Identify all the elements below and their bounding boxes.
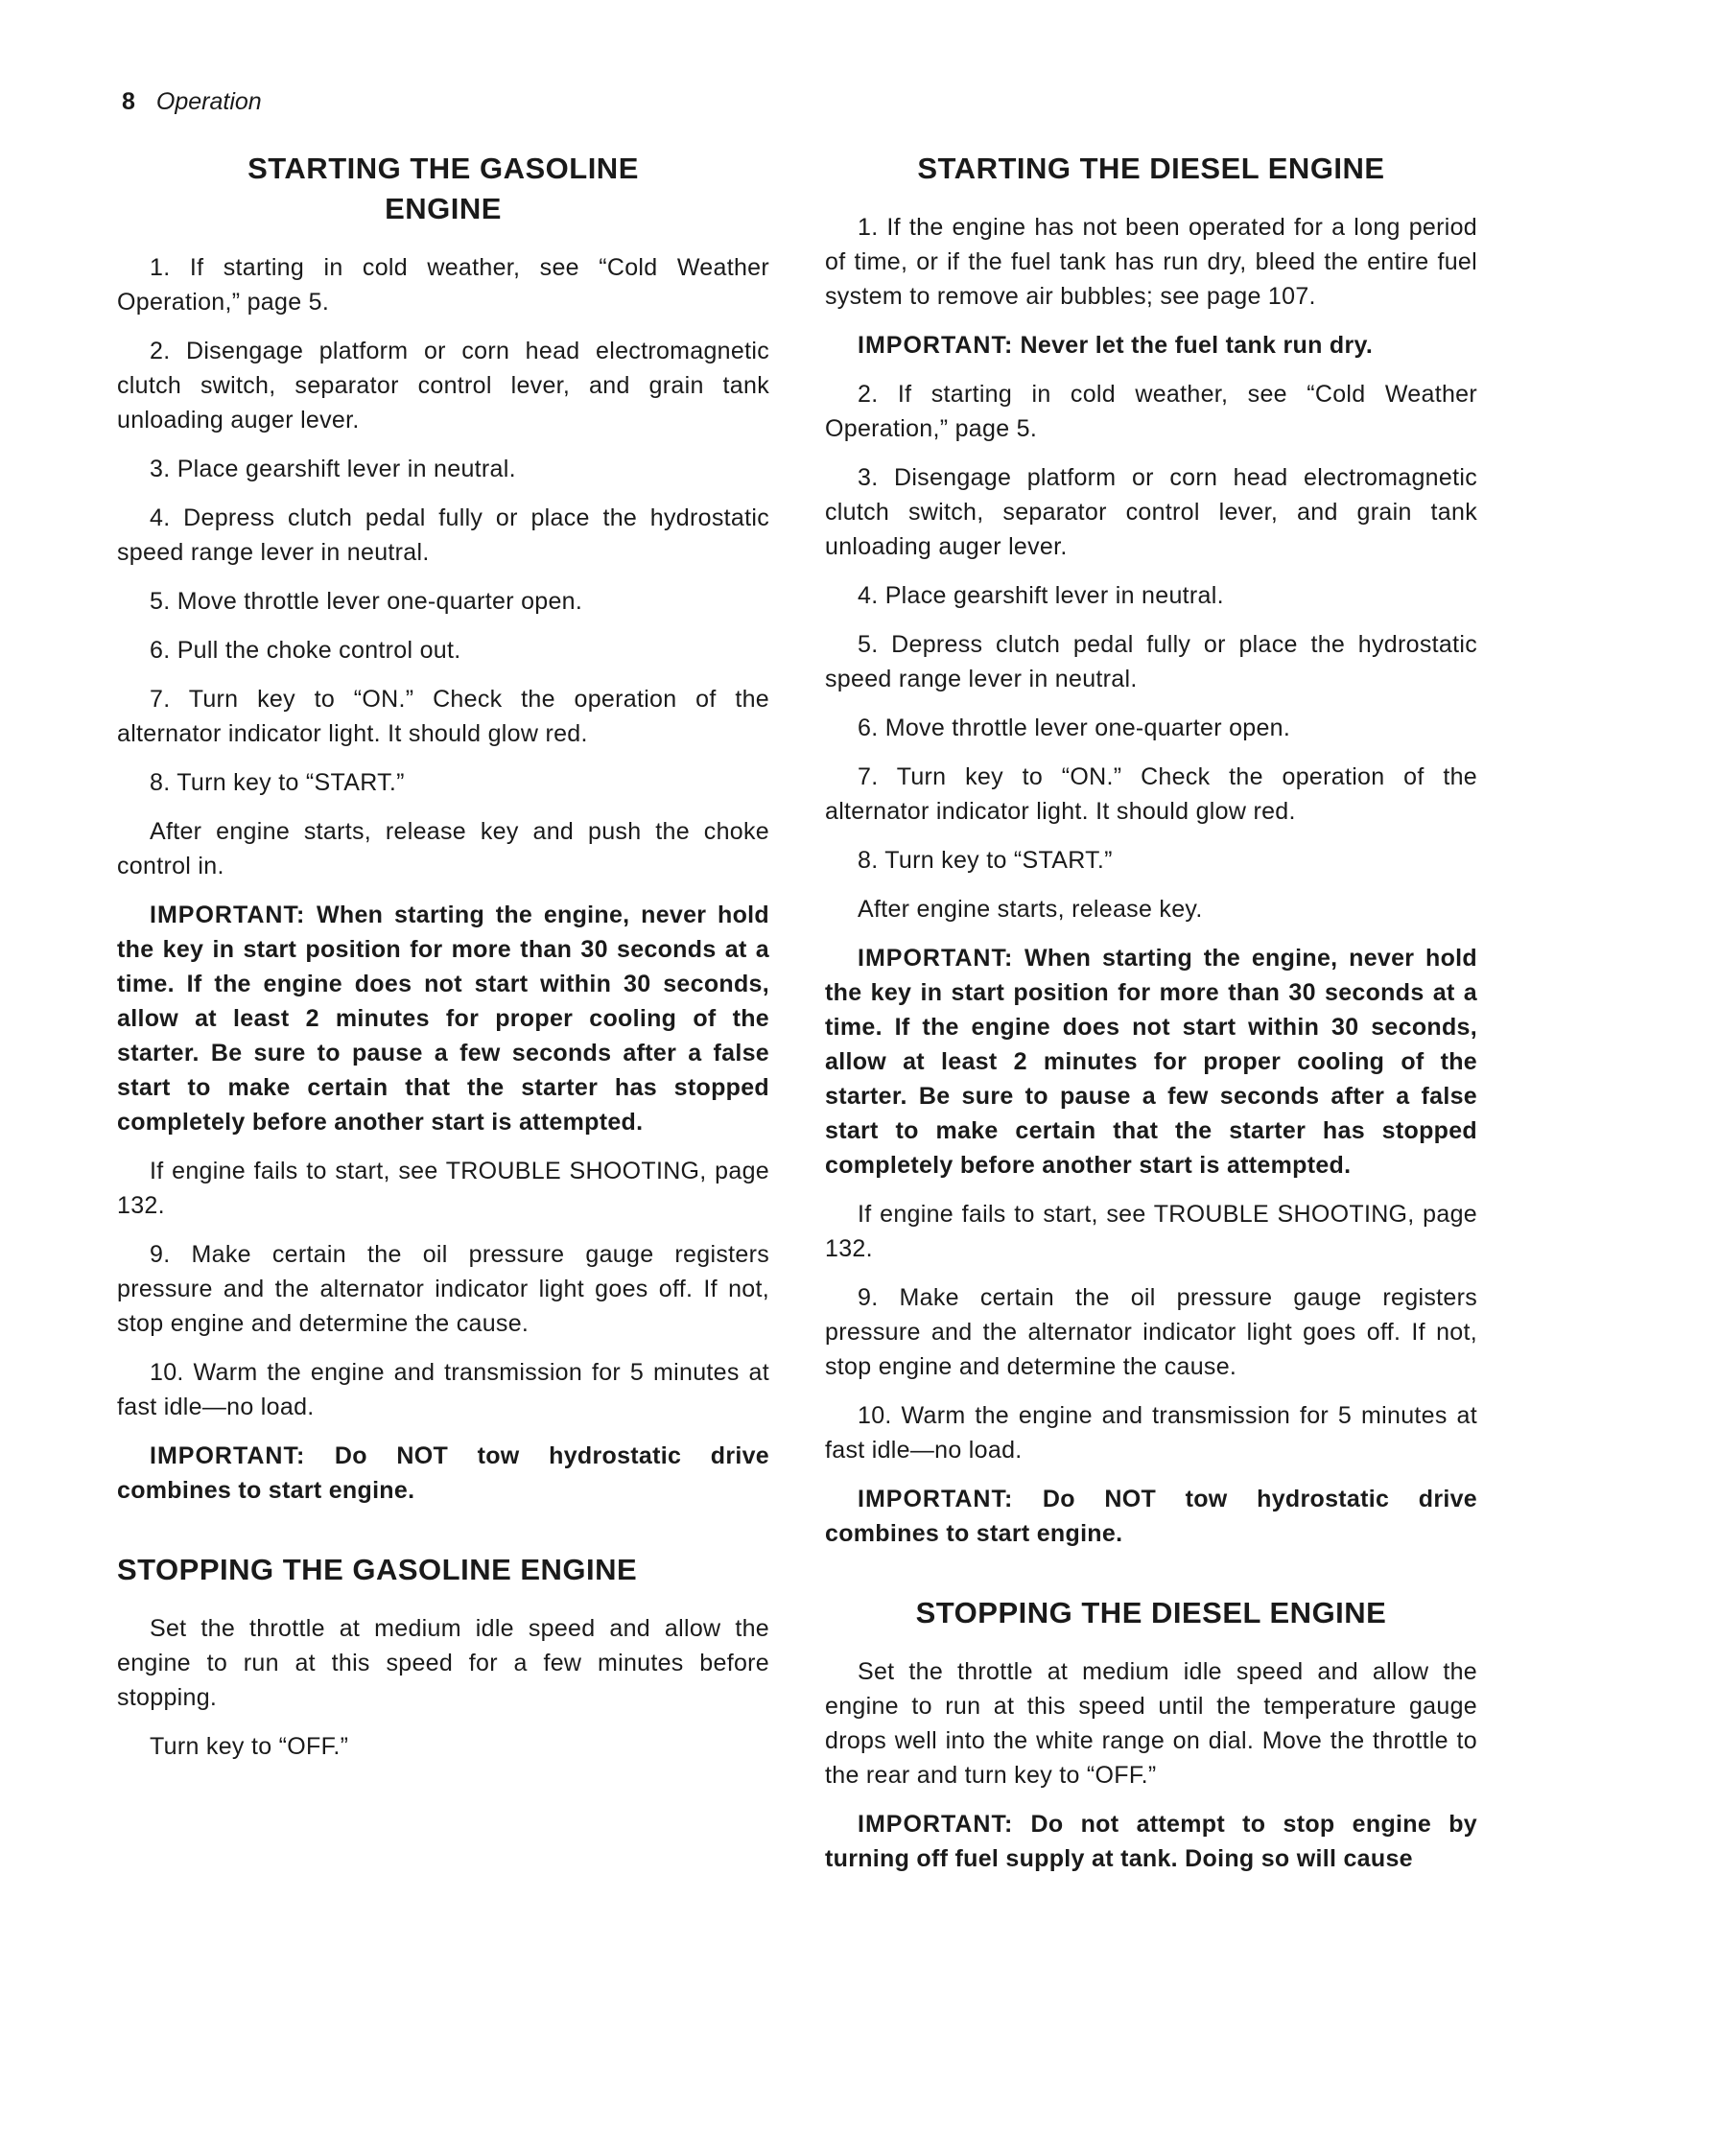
step-paragraph: 6. Move throttle lever one-quarter open. [858,715,1291,741]
step-paragraph: 1. If starting in cold weather, see “Cold Weather Operation,” page 5. [117,254,769,316]
important-note [825,941,1477,1183]
left-column [117,149,769,1778]
important-text: Never let the fuel tank run dry. [1020,332,1374,359]
important-note [825,328,1477,363]
step-paragraph: 2. Disengage platform or corn head electromagnetic clutch switch, separator control lever, and grain tank unloading auger lever. [117,338,769,434]
important-note [117,1439,769,1508]
important-label: IMPORTANT: [858,1486,1014,1512]
step-paragraph: 8. Turn key to “START.” [858,847,1113,874]
important-label: IMPORTANT: [150,902,306,928]
step-paragraph: After engine starts, release key and push the choke control in. [117,818,769,879]
step-paragraph: 8. Turn key to “START.” [150,769,405,796]
step-paragraph: 4. Depress clutch pedal fully or place the hydrostatic speed range lever in neutral. [117,504,769,566]
important-label: IMPORTANT: [150,1442,306,1469]
step-paragraph: 3. Disengage platform or corn head electromagnetic clutch switch, separator control lever, and grain tank unloading auger lever. [825,464,1477,560]
important-note [825,1807,1477,1876]
step-paragraph: 5. Depress clutch pedal fully or place the hydrostatic speed range lever in neutral. [825,631,1477,692]
step-paragraph: 6. Pull the choke control out. [150,637,461,664]
important-text: Do NOT tow hydrostatic drive combines to start engine. [117,1442,770,1504]
step-paragraph: Set the throttle at medium idle speed and allow the engine to run at this speed for a few minutes before stopping. [117,1615,769,1711]
important-text: Do NOT tow hydrostatic drive combines to start engine. [825,1486,1478,1547]
step-paragraph: 9. Make certain the oil pressure gauge registers pressure and the alternator indicator light goes off. If not, stop engine and determine the cause. [825,1284,1477,1380]
step-paragraph: 1. If the engine has not been operated for a long period of time, or if the fuel tank has run dry, bleed the entire fuel system to remove air bubbles; see page 107. [825,214,1477,310]
step-paragraph: 10. Warm the engine and transmission for 5 minutes at fast idle—no load. [825,1402,1477,1464]
step-paragraph: 2. If starting in cold weather, see “Cold Weather Operation,” page 5. [825,381,1477,442]
diesel-stop-heading: STOPPING THE DIESEL ENGINE [915,1596,1387,1629]
important-label: IMPORTANT: [858,945,1014,972]
page-header [122,88,262,116]
step-paragraph: Set the throttle at medium idle speed and allow the engine to run at this speed until the temperature gauge drops well into the white range on dial. Move the throttle to the rear and turn key to “OFF.” [825,1658,1477,1789]
step-paragraph: 7. Turn key to “ON.” Check the operation of the alternator indicator light. It should glow red. [117,686,769,747]
step-paragraph: If engine fails to start, see TROUBLE SHOOTING, page 132. [117,1158,769,1219]
heading-line: ENGINE [385,192,502,225]
page-number: 8 [122,88,135,115]
important-text: When starting the engine, never hold the key in start position for more than 30 seconds at a time. If the engine does not start within 30 seconds, allow at least 2 minutes for proper cooling of the starter. Be sure to pause a few seconds after a false start to make certain that the starter has stopped completely before another start is attempted. [117,902,769,1136]
important-label: IMPORTANT: [858,1811,1014,1838]
step-paragraph: If engine fails to start, see TROUBLE SHOOTING, page 132. [825,1201,1477,1262]
step-paragraph: 10. Warm the engine and transmission for 5 minutes at fast idle—no load. [117,1359,769,1420]
step-paragraph: 3. Place gearshift lever in neutral. [150,456,516,482]
important-text: Do not attempt to stop engine by turning off fuel supply at tank. Doing so will cause [825,1811,1478,1872]
step-paragraph: 5. Move throttle lever one-quarter open. [150,588,583,615]
right-column [825,149,1477,1890]
step-paragraph: 7. Turn key to “ON.” Check the operation of the alternator indicator light. It should glow red. [825,763,1477,825]
step-paragraph: Turn key to “OFF.” [150,1733,349,1760]
gasoline-start-heading [117,149,769,229]
important-text: When starting the engine, never hold the key in start position for more than 30 seconds at a time. If the engine does not start within 30 seconds, allow at least 2 minutes for proper cooling of the starter. Be sure to pause a few seconds after a false start to make certain that the starter has stopped completely before another start is attempted. [825,945,1477,1179]
important-note [825,1482,1477,1551]
gasoline-stop-heading: STOPPING THE GASOLINE ENGINE [117,1553,638,1586]
important-label: IMPORTANT: [858,332,1014,359]
diesel-start-heading: STARTING THE DIESEL ENGINE [917,152,1385,185]
step-paragraph: After engine starts, release key. [858,896,1203,923]
step-paragraph: 4. Place gearshift lever in neutral. [858,582,1224,609]
section-name: Operation [155,88,262,115]
important-note [117,898,769,1139]
step-paragraph: 9. Make certain the oil pressure gauge registers pressure and the alternator indicator light goes off. If not, stop engine and determine the cause. [117,1241,769,1337]
heading-line: STARTING THE GASOLINE [247,152,639,185]
